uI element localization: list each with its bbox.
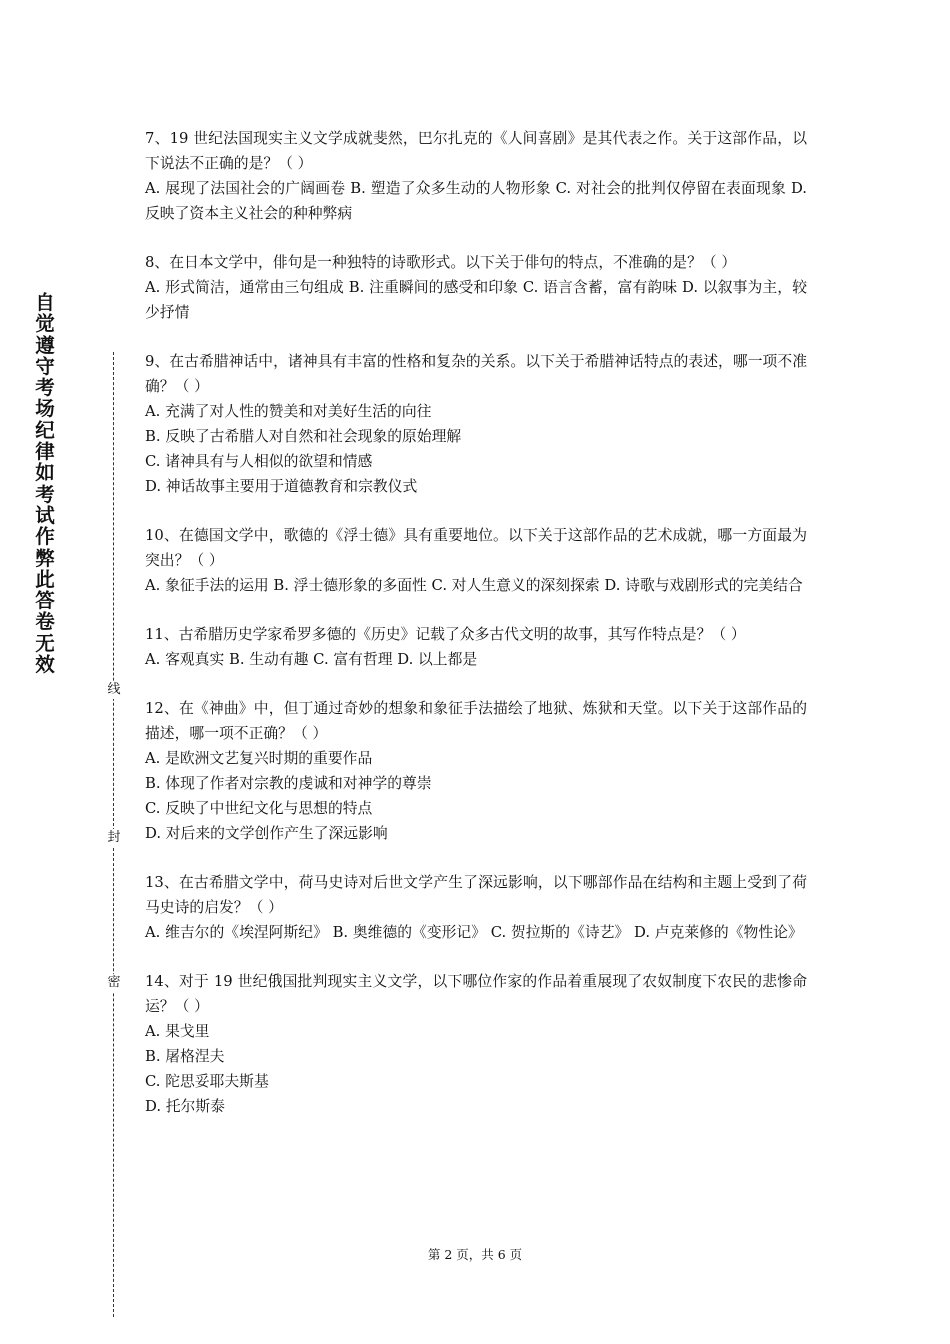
binding-label-seal: 封 xyxy=(105,829,123,847)
option-a: A. 是欧洲文艺复兴时期的重要作品 xyxy=(145,750,373,767)
question-13 xyxy=(145,870,807,945)
question-options: A. 维吉尔的《埃涅阿斯纪》 B. 奥维德的《变形记》 C. 贺拉斯的《诗艺》 D. 卢克莱修的《物性论》 xyxy=(145,924,803,941)
option-d: D. 神话故事主要用于道德教育和宗教仪式 xyxy=(145,478,418,495)
option-c: C. 反映了中世纪文化与思想的特点 xyxy=(145,800,373,817)
question-stem: 11、古希腊历史学家希罗多德的《历史》记载了众多古代文明的故事，其写作特点是？（ ） xyxy=(145,626,746,643)
question-stem: 7、19 世纪法国现实主义文学成就斐然，巴尔扎克的《人间喜剧》是其代表之作。关于这部作品，以下说法不正确的是？（ ） xyxy=(145,130,807,172)
question-stem: 12、在《神曲》中，但丁通过奇妙的想象和象征手法描绘了地狱、炼狱和天堂。以下关于这部作品的描述，哪一项不正确？（ ） xyxy=(145,700,807,742)
binding-label-secret: 密 xyxy=(105,974,123,992)
exam-discipline-notice: 自觉遵守考场纪律如考试作弊此答卷无效 xyxy=(35,291,55,677)
question-12 xyxy=(145,696,807,846)
question-11 xyxy=(145,622,807,672)
question-7 xyxy=(145,126,807,226)
binding-label-line: 线 xyxy=(105,681,123,699)
option-b: B. 屠格涅夫 xyxy=(145,1048,225,1065)
question-stem: 10、在德国文学中，歌德的《浮士德》具有重要地位。以下关于这部作品的艺术成就，哪一方面最为突出？（ ） xyxy=(145,527,807,569)
question-options: A. 形式简洁，通常由三句组成 B. 注重瞬间的感受和印象 C. 语言含蓄，富有韵味 D. 以叙事为主，较少抒情 xyxy=(145,279,807,321)
question-9 xyxy=(145,349,807,499)
question-8 xyxy=(145,250,807,325)
question-options: A. 展现了法国社会的广阔画卷 B. 塑造了众多生动的人物形象 C. 对社会的批判仅停留在表面现象 D. 反映了资本主义社会的种种弊病 xyxy=(145,180,807,222)
question-options: A. 客观真实 B. 生动有趣 C. 富有哲理 D. 以上都是 xyxy=(145,651,478,668)
option-d: D. 对后来的文学创作产生了深远影响 xyxy=(145,825,388,842)
option-c: C. 诸神具有与人相似的欲望和情感 xyxy=(145,453,373,470)
option-a: A. 果戈里 xyxy=(145,1023,210,1040)
question-stem: 9、在古希腊神话中，诸神具有丰富的性格和复杂的关系。以下关于希腊神话特点的表述，哪一项不准确？（ ） xyxy=(145,353,807,395)
page-number: 第 2 页，共 6 页 xyxy=(427,1247,523,1262)
question-stem: 13、在古希腊文学中，荷马史诗对后世文学产生了深远影响，以下哪部作品在结构和主题上受到了荷马史诗的启发？（ ） xyxy=(145,874,807,916)
question-stem: 8、在日本文学中，俳句是一种独特的诗歌形式。以下关于俳句的特点，不准确的是？（ ） xyxy=(145,254,737,271)
question-options: A. 象征手法的运用 B. 浮士德形象的多面性 C. 对人生意义的深刻探索 D. 诗歌与戏剧形式的完美结合 xyxy=(145,577,803,594)
question-10 xyxy=(145,523,807,598)
question-14 xyxy=(145,969,807,1119)
question-list xyxy=(145,126,807,1143)
option-c: C. 陀思妥耶夫斯基 xyxy=(145,1073,269,1090)
option-b: B. 反映了古希腊人对自然和社会现象的原始理解 xyxy=(145,428,462,445)
option-b: B. 体现了作者对宗教的虔诚和对神学的尊崇 xyxy=(145,775,432,792)
option-d: D. 托尔斯泰 xyxy=(145,1098,225,1115)
question-stem: 14、对于 19 世纪俄国批判现实主义文学，以下哪位作家的作品着重展现了农奴制度下农民的悲惨命运？（ ） xyxy=(145,973,807,1015)
option-a: A. 充满了对人性的赞美和对美好生活的向往 xyxy=(145,403,432,420)
